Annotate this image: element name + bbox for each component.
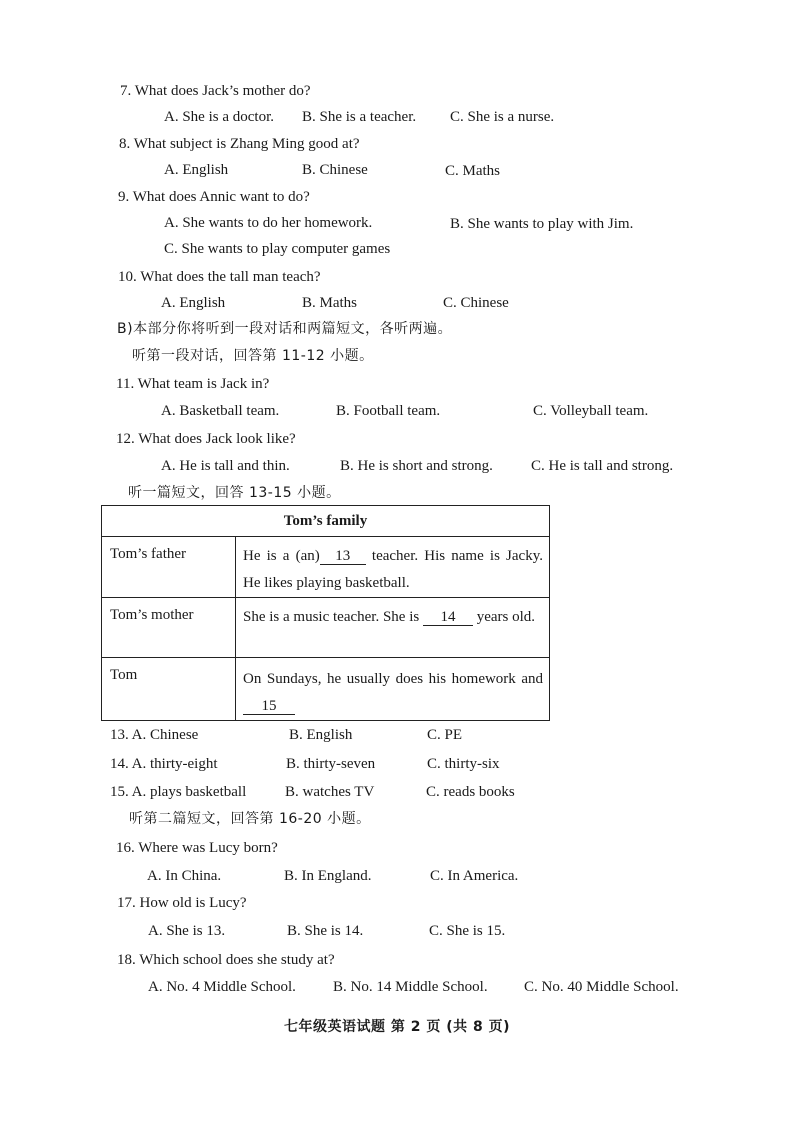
question-9-stem: 9. What does Annic want to do?	[118, 189, 310, 205]
question-9-option-a: A. She wants to do her homework.	[164, 215, 373, 231]
question-7-option-c: C. She is a nurse.	[450, 109, 555, 125]
question-18-option-a: A. No. 4 Middle School.	[148, 979, 296, 995]
question-8-option-c: C. Maths	[445, 163, 501, 179]
question-11-option-a: A. Basketball team.	[161, 403, 280, 419]
blank-14: 14	[423, 609, 473, 626]
question-17-stem: 17. How old is Lucy?	[117, 895, 247, 911]
table-title: Tom’s family	[102, 506, 550, 537]
question-10-option-a: A. English	[161, 295, 226, 311]
dialogue-intro: 听第一段对话，回答第 11-12 小题。	[132, 348, 374, 364]
question-16-option-c: C. In America.	[430, 868, 519, 884]
question-10-stem: 10. What does the tall man teach?	[118, 269, 321, 285]
table-row-label: Tom’s mother	[102, 598, 236, 658]
question-12-stem: 12. What does Jack look like?	[116, 431, 296, 447]
question-14-option-b: B. thirty-seven	[286, 756, 376, 772]
question-11-stem: 11. What team is Jack in?	[116, 376, 270, 392]
question-16-option-b: B. In England.	[284, 868, 372, 884]
question-7-option-a: A. She is a doctor.	[164, 109, 274, 125]
question-13-option-c: C. PE	[427, 727, 463, 743]
question-13-option-a: 13. A. Chinese	[110, 727, 199, 743]
question-13-option-b: B. English	[289, 727, 353, 743]
page-footer: 七年级英语试题 第 2 页 (共 8 页)	[283, 1019, 511, 1035]
question-12-option-a: A. He is tall and thin.	[161, 458, 290, 474]
passage-1-intro: 听一篇短文，回答 13-15 小题。	[128, 485, 341, 501]
question-17-option-b: B. She is 14.	[287, 923, 364, 939]
question-8-option-a: A. English	[164, 162, 229, 178]
question-7-option-b: B. She is a teacher.	[302, 109, 417, 125]
question-18-option-c: C. No. 40 Middle School.	[524, 979, 679, 995]
table-row-label: Tom	[102, 658, 236, 721]
table-row-content	[236, 537, 550, 598]
question-14-option-a: 14. A. thirty-eight	[110, 756, 218, 772]
question-15-option-a: 15. A. plays basketball	[110, 784, 247, 800]
question-12-option-c: C. He is tall and strong.	[531, 458, 674, 474]
table-row-content	[236, 598, 550, 658]
question-10-option-b: B. Maths	[302, 295, 358, 311]
question-16-stem: 16. Where was Lucy born?	[116, 840, 278, 856]
question-8-stem: 8. What subject is Zhang Ming good at?	[119, 136, 360, 152]
question-15-option-c: C. reads books	[426, 784, 515, 800]
row-text-pre: On Sundays, he usually does his homework and	[243, 671, 543, 687]
question-14-option-c: C. thirty-six	[427, 756, 500, 772]
question-18-option-b: B. No. 14 Middle School.	[333, 979, 488, 995]
toms-family-table	[101, 505, 550, 721]
blank-13: 13	[320, 548, 366, 565]
question-9-option-c: C. She wants to play computer games	[164, 241, 391, 257]
question-10-option-c: C. Chinese	[443, 295, 509, 311]
question-15-option-b: B. watches TV	[285, 784, 375, 800]
row-text-post: teacher. His name is Jacky. He likes playing basketball.	[243, 548, 543, 591]
table-row-content	[236, 658, 550, 721]
question-12-option-b: B. He is short and strong.	[340, 458, 493, 474]
table-row-label: Tom’s father	[102, 537, 236, 598]
question-17-option-a: A. She is 13.	[148, 923, 226, 939]
question-11-option-b: B. Football team.	[336, 403, 441, 419]
row-text-pre: She is a music teacher. She is	[243, 609, 423, 625]
question-17-option-c: C. She is 15.	[429, 923, 506, 939]
blank-15: 15	[243, 698, 295, 715]
question-11-option-c: C. Volleyball team.	[533, 403, 649, 419]
question-16-option-a: A. In China.	[147, 868, 222, 884]
question-8-option-b: B. Chinese	[302, 162, 368, 178]
row-text-post: years old.	[472, 609, 536, 625]
row-text-pre: He is a (an)	[243, 548, 320, 564]
section-b-intro: B)本部分你将听到一段对话和两篇短文，各听两遍。	[117, 321, 453, 337]
question-7-stem: 7. What does Jack’s mother do?	[120, 83, 311, 99]
question-18-stem: 18. Which school does she study at?	[117, 952, 335, 968]
question-9-option-b: B. She wants to play with Jim.	[450, 216, 634, 232]
passage-2-intro: 听第二篇短文，回答第 16-20 小题。	[129, 811, 371, 827]
